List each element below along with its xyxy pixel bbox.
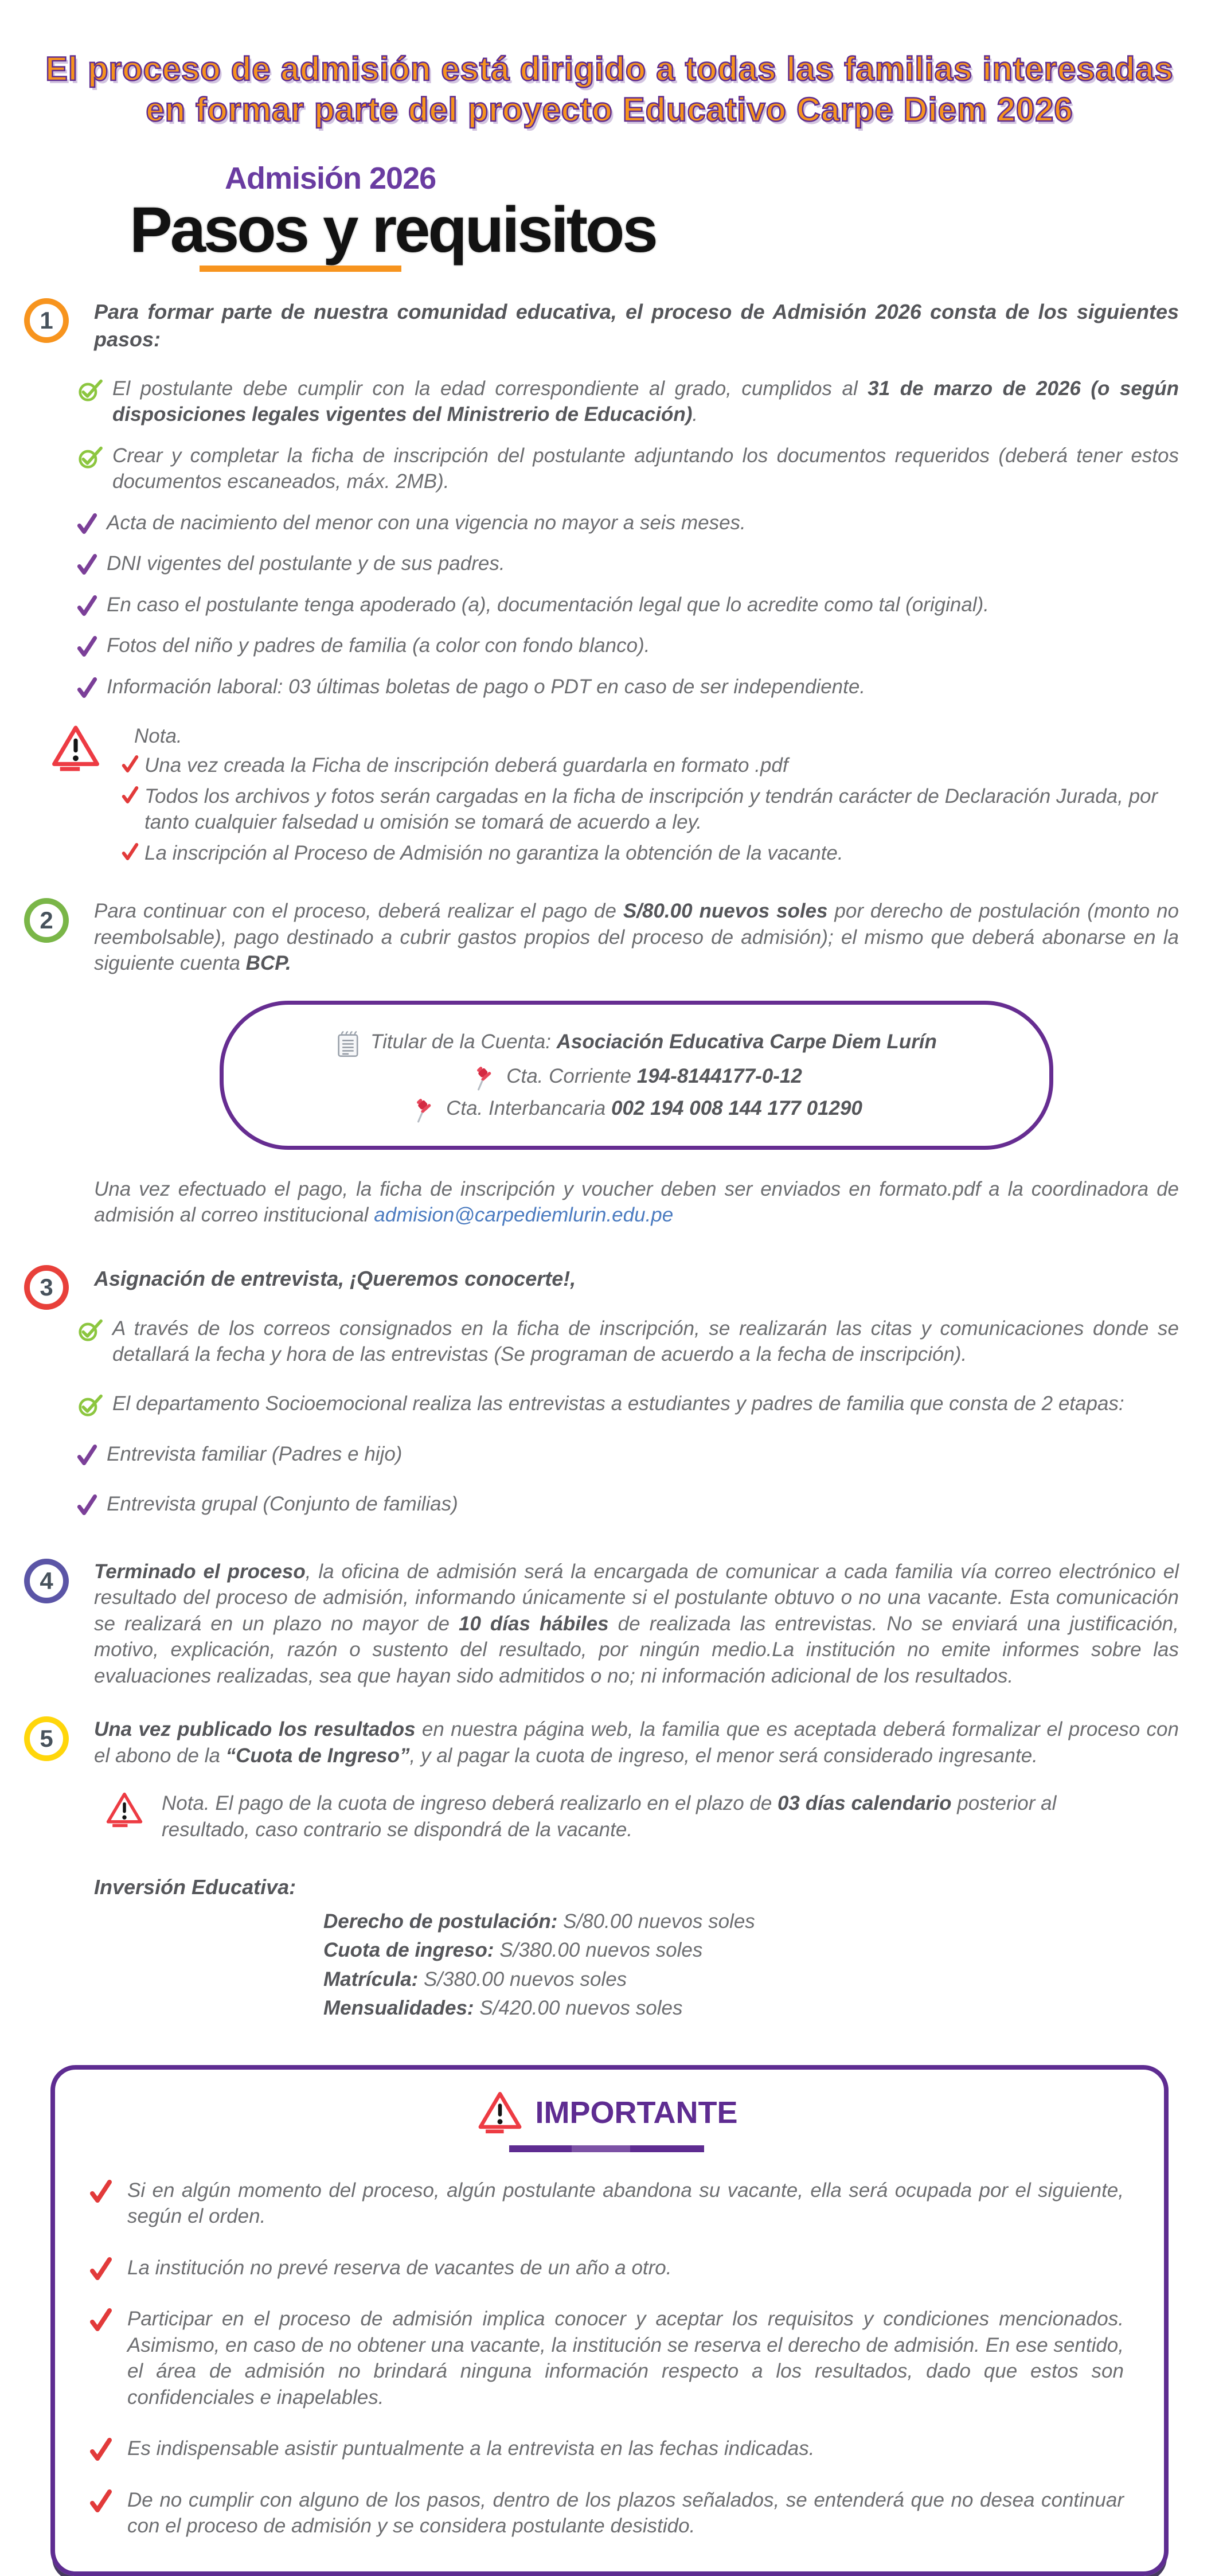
price-line: Cuota de ingreso: S/380.00 nuevos soles	[323, 1939, 703, 1962]
check-icon	[77, 554, 97, 575]
important-box	[50, 2065, 1169, 2576]
check-icon	[89, 2489, 112, 2512]
requirement-text: El postulante debe cumplir con la edad correspondiente al grado, cumplidos al 31 de marzo de 2026 (o según disposiciones legales vigentes del Ministrerio de Educación).	[112, 377, 1179, 426]
check-icon	[89, 2438, 112, 2461]
list-item	[77, 510, 1179, 536]
list-item	[77, 443, 1179, 495]
note-label: Nota.	[134, 725, 182, 748]
check-icon	[77, 1445, 97, 1465]
check-icon	[77, 636, 97, 657]
step-3-list	[94, 1316, 1179, 1517]
circled-check-icon	[77, 1318, 103, 1342]
check-icon	[122, 755, 139, 772]
circled-check-icon	[77, 445, 103, 469]
list-item	[77, 1316, 1179, 1368]
important-text: De no cumplir con alguno de los pasos, dentro de los plazos señalados, se entenderá que no desea continuar con el proceso de admisión y se considera postulante desistido.	[127, 2488, 1124, 2538]
check-icon	[77, 513, 97, 534]
note-list	[122, 752, 1179, 866]
list-item	[77, 551, 1179, 577]
warning-icon	[104, 1790, 144, 1829]
list-item	[77, 1491, 1179, 1517]
note-text: Todos los archivos y fotos serán cargadas en la ficha de inscripción y tendrán carácter de Declaración Jurada, por tanto cualquier falsedad u omisión se tomará de acuerdo a ley.	[144, 784, 1158, 834]
investment-price-list	[323, 1908, 1179, 2021]
circled-check-icon	[77, 378, 103, 402]
notepad-icon	[336, 1030, 361, 1059]
important-header	[89, 2089, 1124, 2136]
step-4-paragraph: Terminado el proceso, la oficina de admisión será la encargada de comunicar a cada familia vía correo electrónico el resultado del proceso de admisión, informando únicamente si el postulante obtuvo o no una vacante. Esta comunicación se realizará en un plazo no mayor de 10 días hábiles de realizada las entrevistas. No se enviará una justificación, motivo, explicación, razón o sustento del resultado, por ningún medio.La institución no emite informes sobre las evaluaciones realizadas, sea que hayan sido admitidos o no; ni información adicional de los resultados.	[94, 1560, 1179, 1687]
title-underline	[200, 266, 401, 272]
check-icon	[77, 595, 97, 616]
list-item	[77, 376, 1179, 428]
step-1-intro: Para formar parte de nuestra comunidad educativa, el proceso de Admisión 2026 consta de los siguientes pasos:	[94, 300, 1179, 352]
warning-icon	[476, 2089, 524, 2136]
step-1-documents-list	[94, 510, 1179, 700]
price-line: Mensualidades: S/420.00 nuevos soles	[323, 1997, 683, 2020]
step-3	[0, 1265, 1219, 1517]
important-text: Participar en el proceso de admisión implica conocer y aceptar los requisitos y condiciones mencionados. Asimismo, en caso de no obtener una vacante, la institución se reserva el derecho de admisión. En ese sentido, el área de admisión no brindará ninguna información respecto a los resultados, dado que estos son confidenciales e inapelables.	[127, 2308, 1124, 2409]
check-icon	[89, 2180, 112, 2203]
step-1	[0, 298, 1219, 866]
document-text: En caso el postulante tenga apoderado (a), documentación legal que lo acredite como tal (original).	[107, 593, 990, 616]
banner-line-1: El proceso de admisión está dirigido a todas las familias interesadas	[45, 50, 1174, 88]
pushpin-icon	[471, 1064, 497, 1091]
step-4	[0, 1559, 1219, 1689]
list-item	[122, 752, 1179, 779]
circled-check-icon	[77, 1393, 103, 1417]
step-number: 1	[40, 307, 53, 334]
step-number: 2	[40, 907, 53, 934]
step-3-number-badge	[24, 1265, 69, 1310]
check-icon	[77, 677, 97, 698]
step-3-heading: Asignación de entrevista, ¡Queremos conocerte!,	[94, 1266, 576, 1290]
warning-icon	[49, 723, 102, 774]
list-item	[89, 2306, 1124, 2410]
step-5-number-badge	[24, 1716, 69, 1761]
list-item	[77, 1391, 1179, 1417]
step-2-paragraph: Para continuar con el proceso, deberá realizar el pago de S/80.00 nuevos soles por derecho de postulación (monto no reembolsable), pago destinado a cubrir gastos propios del proceso de admisión); el mismo que deberá abonarse en la siguiente cuenta BCP.	[94, 900, 1179, 975]
current-account-text: Cta. Corriente 194-8144177-0-12	[506, 1064, 802, 1087]
list-item	[89, 2487, 1124, 2539]
note-text: Nota. El pago de la cuota de ingreso deberá realizarlo en el plazo de 03 días calendario posterior al resultado, caso contrario se dispondrá de la vacante.	[162, 1792, 1057, 1841]
banner-line-2: en formar parte del proyecto Educativo Carpe Diem 2026	[146, 91, 1073, 128]
document-text: DNI vigentes del postulante y de sus padres.	[107, 552, 505, 575]
item-text: A través de los correos consignados en la ficha de inscripción, se realizarán las citas y comunicaciones donde se detallará la fecha y hora de las entrevistas (Se programan de acuerdo a la fecha de inscripción).	[112, 1317, 1179, 1366]
interbank-account-text: Cta. Interbancaria 002 194 008 144 177 01290	[446, 1096, 862, 1119]
list-item	[89, 2436, 1124, 2462]
check-icon	[89, 2308, 112, 2331]
check-icon	[77, 1494, 97, 1515]
banner-heading	[0, 49, 1219, 131]
page-title: Pasos y requisitos	[130, 193, 656, 266]
list-item	[89, 2177, 1124, 2230]
list-item	[77, 592, 1179, 618]
document-text: Información laboral: 03 últimas boletas de pago o PDT en caso de ser independiente.	[107, 675, 866, 698]
list-item	[89, 2255, 1124, 2281]
kicker-admission-year: Admisión 2026	[225, 161, 436, 196]
check-icon	[122, 843, 139, 860]
item-text: El departamento Socioemocional realiza las entrevistas a estudiantes y padres de familia que consta de 2 etapas:	[112, 1392, 1124, 1415]
price-line: Derecho de postulación: S/80.00 nuevos soles	[323, 1910, 755, 1933]
investment-heading: Inversión Educativa:	[94, 1875, 296, 1899]
step-5-note	[104, 1790, 1079, 1843]
document-text: Fotos del niño y padres de familia (a color con fondo blanco).	[107, 634, 650, 657]
check-icon	[89, 2257, 112, 2280]
note-text: Una vez creada la Ficha de inscripción deberá guardarla en formato .pdf	[144, 754, 788, 777]
step-number: 4	[40, 1567, 53, 1594]
list-item	[77, 674, 1179, 700]
bank-account-box	[220, 1001, 1053, 1150]
important-text: Si en algún momento del proceso, algún postulante abandona su vacante, ella será ocupada por el siguiente, según el orden.	[127, 2179, 1124, 2228]
interbank-account-row	[258, 1095, 1015, 1123]
important-title: IMPORTANTE	[535, 2095, 738, 2130]
price-line: Matrícula: S/380.00 nuevos soles	[323, 1968, 627, 1990]
requirement-text: Crear y completar la ficha de inscripción del postulante adjuntando los documentos requeridos (deberá tener estos documentos escaneados, máx. 2MB).	[112, 444, 1179, 493]
step-5-paragraph: Una vez publicado los resultados en nuestra página web, la familia que es aceptada deberá formalizar el proceso con el abono de la “Cuota de Ingreso”, y al pagar la cuota de ingreso, el menor será considerado ingresante.	[94, 1718, 1179, 1767]
important-list	[89, 2177, 1124, 2539]
step-2-after-payment: Una vez efectuado el pago, la ficha de inscripción y voucher deben ser enviados en formato.pdf a la coordinadora de admisión al correo institucional admision@carpediemlurin.edu.pe	[94, 1177, 1179, 1227]
important-underline	[509, 2145, 704, 2152]
note-text: La inscripción al Proceso de Admisión no garantiza la obtención de la vacante.	[144, 841, 843, 864]
item-text: Entrevista familiar (Padres e hijo)	[107, 1442, 403, 1465]
important-text: Es indispensable asistir puntualmente a la entrevista en las fechas indicadas.	[127, 2437, 815, 2460]
account-holder-text: Titular de la Cuenta: Asociación Educativa Carpe Diem Lurín	[370, 1030, 937, 1053]
step-1-note	[49, 723, 1179, 866]
important-text: La institución no prevé reserva de vacantes de un año a otro.	[127, 2256, 672, 2279]
step-1-requirements-list	[94, 376, 1179, 495]
account-holder-row	[258, 1029, 1015, 1059]
current-account-row	[258, 1063, 1015, 1091]
step-4-number-badge	[24, 1559, 69, 1603]
list-item	[122, 783, 1179, 836]
step-number: 5	[40, 1725, 53, 1753]
item-text: Entrevista grupal (Conjunto de familias)	[107, 1493, 458, 1516]
step-1-number-badge	[24, 298, 69, 343]
check-icon	[122, 786, 139, 803]
pushpin-icon	[411, 1096, 437, 1123]
document-text: Acta de nacimiento del menor con una vigencia no mayor a seis meses.	[107, 511, 746, 534]
email-link[interactable]: admision@carpediemlurin.edu.pe	[374, 1204, 674, 1227]
step-5	[0, 1716, 1219, 2021]
step-2	[0, 898, 1219, 1228]
list-item	[77, 633, 1179, 659]
list-item	[122, 840, 1179, 867]
step-number: 3	[40, 1273, 53, 1301]
list-item	[77, 1441, 1179, 1467]
step-2-number-badge	[24, 898, 69, 943]
